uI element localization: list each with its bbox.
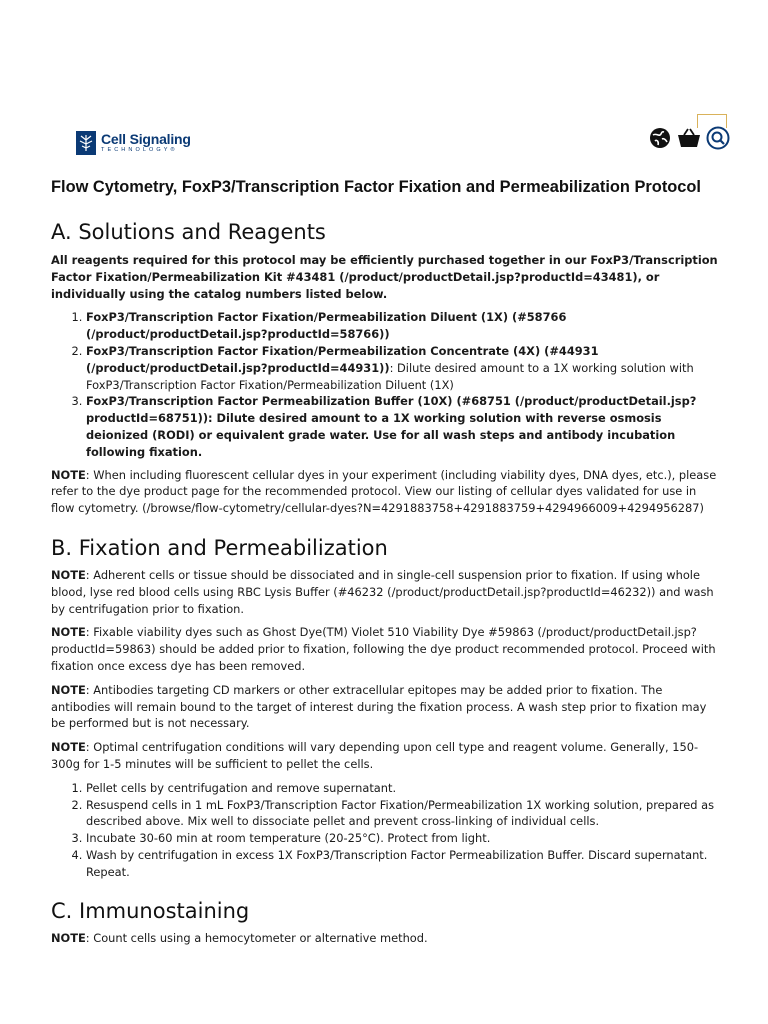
step-item: 2. Resuspend cells in 1 mL FoxP3/Transcription Factor Fixation/Permeabilization 1X working solution, prepared as described above. Mix well to dissociate pellet and prevent cross-linking of individual cells. (86, 797, 721, 831)
header-icons (648, 126, 730, 150)
step-item: 3. Incubate 30-60 min at room temperature (20-25°C). Protect from light. (86, 830, 721, 847)
logo-name: Cell Signaling (101, 131, 191, 148)
section-b-note (51, 624, 721, 674)
section-b-note (51, 682, 721, 732)
section-b-note (51, 739, 721, 773)
reagent-item (86, 393, 721, 460)
note-text: : Optimal centrifugation conditions will vary depending upon cell type and reagent volume. Generally, 150-300g for 1-5 minutes will be sufficient to pellet the cells. (51, 740, 699, 771)
reagent-description: : Dilute desired amount to a 1X working solution with FoxP3/Transcription Factor Fixation/Permeabilization Diluent (1X) (86, 360, 694, 392)
search-button[interactable] (701, 126, 730, 150)
step-item: 1. Pellet cells by centrifugation and remove supernatant. (86, 780, 721, 797)
focus-outline (697, 114, 727, 128)
step-item: 4. Wash by centrifugation in excess 1X FoxP3/Transcription Factor Permeabilization Buffer. Discard supernatant. Repeat. (86, 847, 721, 881)
note-label: NOTE (51, 567, 86, 582)
search-icon (706, 126, 730, 150)
note-text: : Antibodies targeting CD markers or other extracellular epitopes may be added prior to fixation. The antibodies will remain bound to the target of interest during the fixation process. A wash step prior to fixation may be performed but is not necessary. (51, 682, 707, 731)
note-label: NOTE (51, 740, 86, 755)
site-logo[interactable] (76, 130, 196, 156)
reagent-list (86, 309, 721, 460)
logo-text (101, 132, 191, 154)
reagent-link[interactable]: FoxP3/Transcription Factor Fixation/Permeabilization Diluent (1X) (#58766 (/product/productDetail.jsp?productId=58766)) (86, 310, 567, 342)
note-text: : Adherent cells or tissue should be dissociated and in single-cell suspension prior to fixation. If using whole blood, lyse red blood cells using RBC Lysis Buffer (#46232 (/product/productDetail.jsp?productId=46232)) and wash by centrifugation prior to fixation. (51, 567, 714, 616)
section-c-heading: C. Immunostaining (51, 898, 250, 923)
note-text: : Fixable viability dyes such as Ghost Dye(TM) Violet 510 Viability Dye #59863 (/product/productDetail.jsp?productId=59863) should be added prior to fixation, following the dye product recommended protocol. Proceed with fixation once excess dye has been removed. (51, 625, 716, 673)
section-a-note (51, 467, 721, 517)
reagent-link[interactable]: FoxP3/Transcription Factor Fixation/Permeabilization Concentrate (4X) (#44931 (/product/productDetail.jsp?productId=44931)) (86, 343, 599, 375)
note-label: NOTE (51, 682, 86, 697)
note-label: NOTE (51, 930, 86, 945)
page-title: Flow Cytometry, FoxP3/Transcription Factor Fixation and Permeabilization Protocol (51, 178, 701, 196)
section-b-heading: B. Fixation and Permeabilization (51, 535, 388, 560)
note-label: NOTE (51, 625, 86, 640)
note-text: : Count cells using a hemocytometer or alternative method. (85, 930, 428, 945)
reagent-item (86, 309, 721, 343)
reagent-item (86, 343, 721, 393)
cart-icon[interactable] (677, 126, 701, 150)
protocol-content (51, 176, 721, 946)
note-label: NOTE (51, 467, 86, 482)
fixation-steps (86, 780, 721, 881)
section-b-note (51, 567, 721, 617)
section-c-note (51, 930, 721, 947)
globe-icon[interactable] (648, 126, 672, 150)
note-text: : When including fluorescent cellular dyes in your experiment (including viability dyes, DNA dyes, etc.), please refer to the dye product page for the recommended protocol. View our listing of cellular dyes validated for use in flow cytometry. (/browse/flow-cytometry/cellular-dyes?N=4291883758+4291883759+4294966009+4294956287) (51, 467, 717, 516)
section-a-heading: A. Solutions and Reagents (51, 220, 326, 244)
logo-mark-icon (76, 131, 96, 155)
site-header (0, 112, 768, 162)
section-a-intro: All reagents required for this protocol may be efficiently purchased together in our FoxP3/Transcription Factor Fixation/Permeabilization Kit #43481 (/product/productDetail.jsp?productId=43481), or individually using the catalog numbers listed below. (51, 253, 718, 301)
logo-subtitle: TECHNOLOGY® (101, 147, 178, 154)
reagent-link[interactable]: FoxP3/Transcription Factor Permeabilization Buffer (10X) (#68751 (/product/productDetail.jsp?productId=68751)): Dilute desired amount to a 1X working solution with reverse osmosis deionized (RODI) or equivalent grade water. Use for all wash steps and antibody incubation following fixation. (86, 394, 697, 459)
